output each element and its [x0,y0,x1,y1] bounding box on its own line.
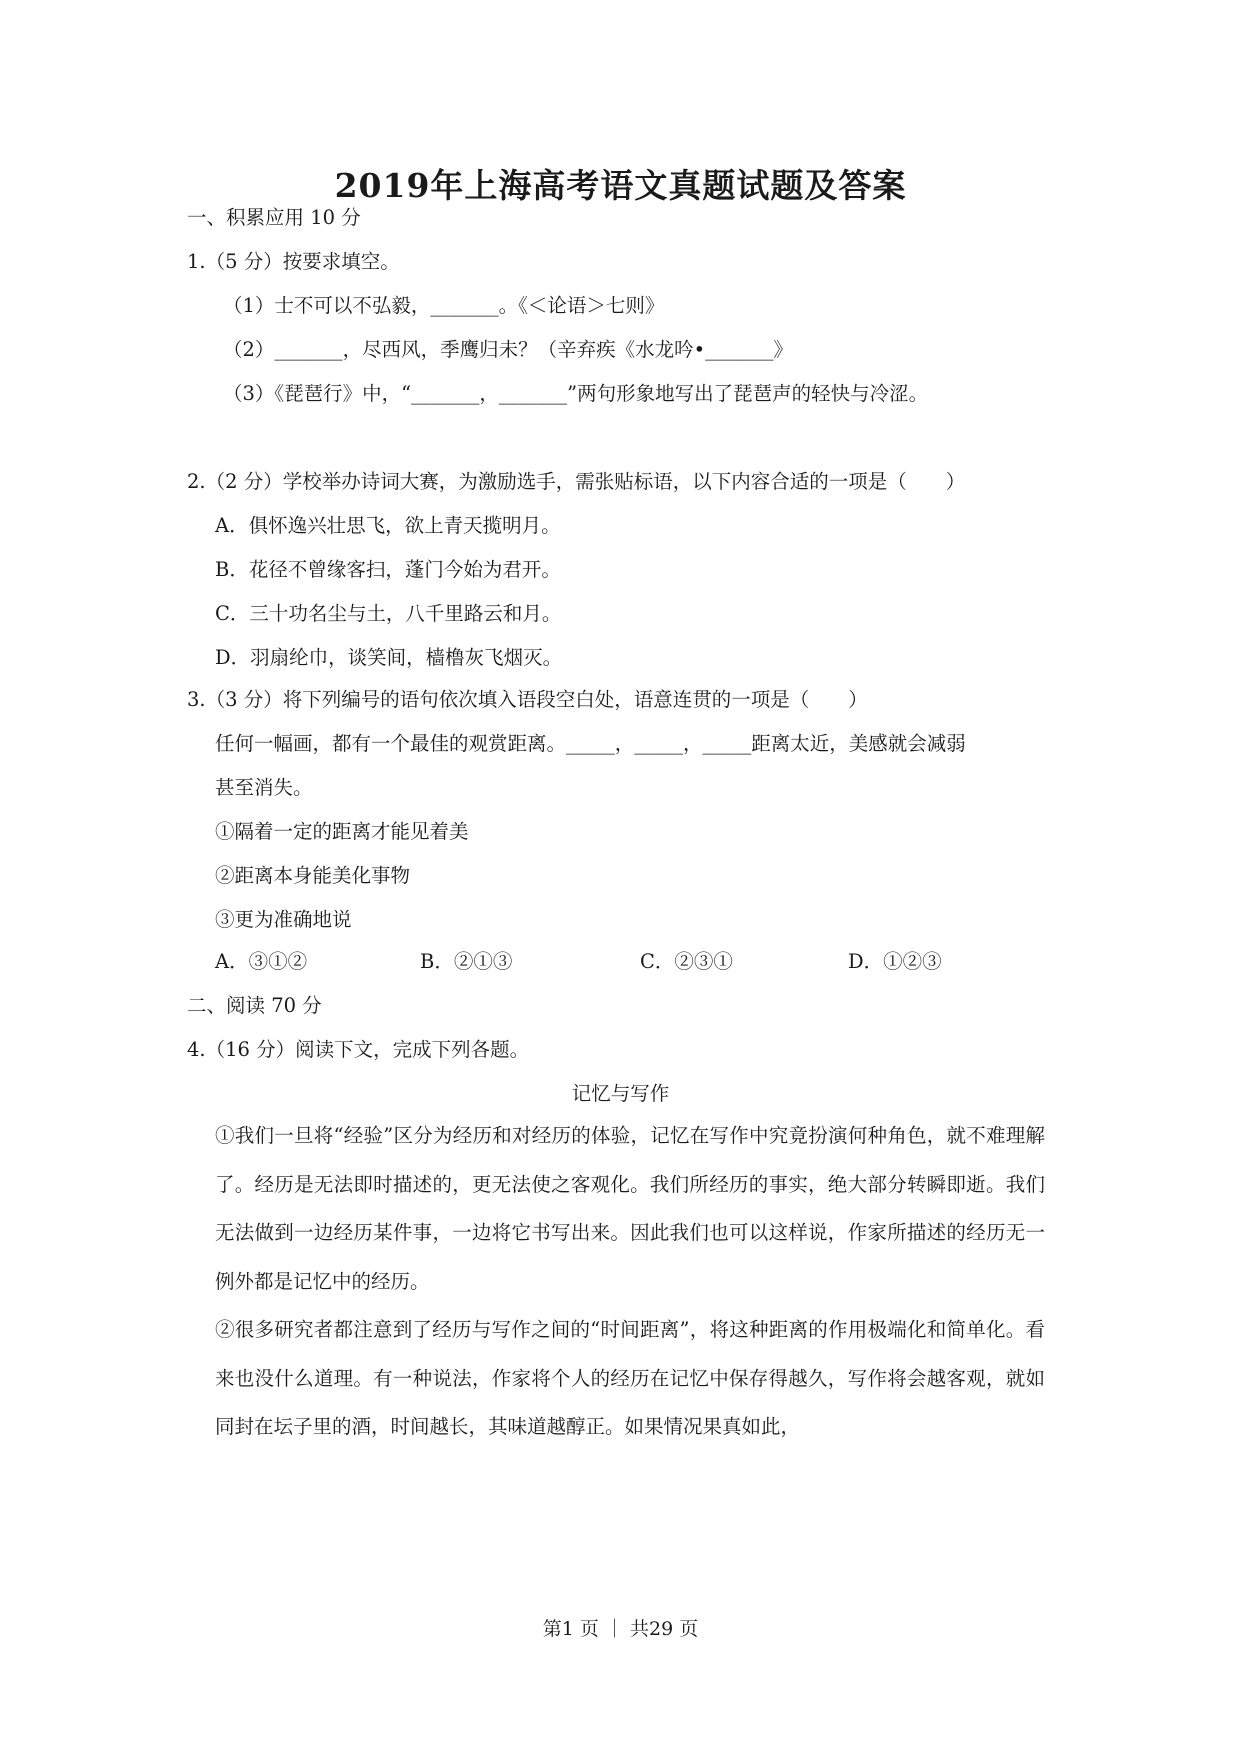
q3-item-1: ①隔着一定的距离才能见着美 [215,820,469,843]
q3-option-c: C．②③① [640,950,733,973]
page-footer: 第1 页 ｜ 共29 页 [542,1618,699,1640]
q2-option-d: D．羽扇纶巾，谈笑间，樯橹灰飞烟灭。 [215,646,563,669]
article-paragraph-1: ①我们一旦将“经验”区分为经历和对经历的体验，记忆在写作中究竟扮演何种角色，就不难理解了。经历是无法即时描述的，更无法使之客观化。我们所经历的事实，绝大部分转瞬即逝。我们无法做到一边经历某件事，一边将它书写出来。因此我们也可以这样说，作家所描述的经历无一例外都是记忆中的经历。 [215,1124,1045,1293]
q1-stem: 1.（5 分）按要求填空。 [187,250,400,273]
q2-option-b: B．花径不曾缘客扫，蓬门今始为君开。 [215,558,561,581]
q3-passage-line-1: 任何一幅画，都有一个最佳的观赏距离。_____，_____，_____距离太近，美感就会减弱 [215,732,966,755]
q4-stem: 4.（16 分）阅读下文，完成下列各题。 [187,1038,530,1061]
article-paragraph-2: ②很多研究者都注意到了经历与写作之间的“时间距离”，将这种距离的作用极端化和简单化。看来也没什么道理。有一种说法，作家将个人的经历在记忆中保存得越久，写作将会越客观，就如同封在坛子里的酒，时间越长，其味道越醇正。如果情况果真如此， [215,1318,1045,1438]
q3-item-2: ②距离本身能美化事物 [215,864,411,887]
section-2-heading: 二、阅读 70 分 [187,994,322,1017]
document-title: 2019年上海高考语文真题试题及答案 [334,166,907,205]
q2-option-c: C．三十功名尘与土，八千里路云和月。 [215,602,562,625]
q3-stem: 3.（3 分）将下列编号的语句依次填入语段空白处，语意连贯的一项是（ ） [187,688,868,711]
q1-sub-3: （3）《琵琶行》中，“_______，_______”两句形象地写出了琵琶声的轻快与冷涩。 [223,382,929,405]
q3-item-3: ③更为准确地说 [215,908,352,931]
q2-option-a: A．俱怀逸兴壮思飞，欲上青天揽明月。 [215,514,561,537]
q2-stem: 2.（2 分）学校举办诗词大赛，为激励选手，需张贴标语，以下内容合适的一项是（ ） [187,470,966,493]
q1-sub-1: （1）士不可以不弘毅，_______。《＜论语＞七则》 [223,294,665,317]
article-title: 记忆与写作 [571,1082,670,1105]
q3-passage-line-2: 甚至消失。 [215,776,313,799]
q3-option-a: A．③①② [215,950,308,973]
section-1-heading: 一、积累应用 10 分 [187,206,361,229]
q3-option-b: B．②①③ [420,950,513,973]
q3-option-d: D．①②③ [848,950,942,973]
q1-sub-2: （2）_______，尽西风，季鹰归未？（辛弃疾《水龙吟•_______》 [223,338,793,361]
